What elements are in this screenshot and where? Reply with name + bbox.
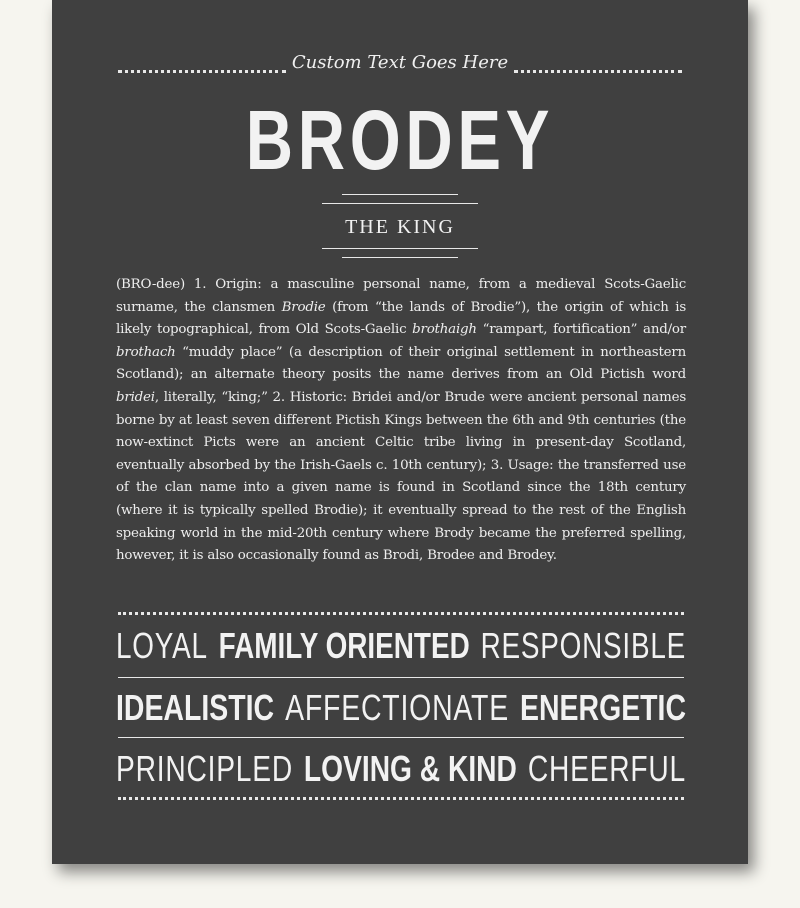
title-rule-bottom: [322, 203, 478, 204]
trait-word: FAMILY ORIENTED: [218, 625, 470, 666]
definition-italic-term: brothach: [116, 344, 176, 360]
traits-rule-1: [118, 677, 684, 678]
traits-row-1: [116, 624, 686, 668]
trait-word: LOYAL: [116, 625, 208, 666]
name-meaning: THE KING: [345, 216, 455, 238]
definition-text: “muddy place” (a description of their original settlement in northeastern Scotland); an alternate theory posits the name derives from an Old Pictish word: [116, 344, 686, 383]
traits-row-2: [116, 686, 686, 730]
trait-word: RESPONSIBLE: [480, 625, 686, 666]
trait-word: CHEERFUL: [527, 748, 686, 789]
custom-text: Custom Text Goes Here: [291, 52, 509, 73]
definition-text: , literally, “king;” 2. Historic: Bridei and/or Brude were ancient personal names borne by at least seven different Pictish Kings between the 6th and 9th centuries (the now-extinct Picts were an ancient Celtic tribe living in present-day Scotland, eventually absorbed by the Irish-Gaels c. 10th century); 3. Usage: the transferred use of the clan name into a given name is found in Scotland since the 18th century (where it is typically spelled Brodie); it eventually spread to the rest of the English speaking world in the mid-20th century where Brody became the preferred spelling, however, it is also occasionally found as Brodi, Brodee and Brodey.: [116, 389, 686, 564]
definition-text: “rampart, fortification” and/or: [476, 322, 686, 338]
traits-rule-2: [118, 737, 684, 738]
poster-name-title: BRODEY: [245, 93, 555, 187]
trait-word: AFFECTIONATE: [285, 687, 509, 728]
trait-word: ENERGETIC: [520, 687, 686, 728]
name-poster: [52, 0, 748, 864]
traits-row-3: [116, 747, 686, 791]
trait-word: LOVING & KIND: [303, 748, 517, 789]
name-definition: [116, 274, 686, 568]
trait-word: IDEALISTIC: [116, 687, 275, 728]
definition-italic-term: brothaigh: [412, 322, 477, 338]
title-rule-top: [342, 194, 458, 195]
meaning-rule-bottom: [342, 257, 458, 258]
traits-bottom-dotted-divider: [118, 797, 684, 800]
meaning-rule-top: [322, 248, 478, 249]
definition-text: (from “the lands of Brodie”), the origin of which is likely topographical, from Old Scots-Gaelic: [116, 299, 686, 338]
definition-italic-term: Brodie: [281, 299, 326, 315]
definition-text: (BRO-dee) 1. Origin: a masculine personal name, from a medieval Scots-Gaelic surname, the clansmen: [116, 277, 686, 315]
trait-word: PRINCIPLED: [116, 748, 293, 789]
traits-top-dotted-divider: [118, 612, 684, 615]
definition-italic-term: bridei: [116, 389, 155, 405]
